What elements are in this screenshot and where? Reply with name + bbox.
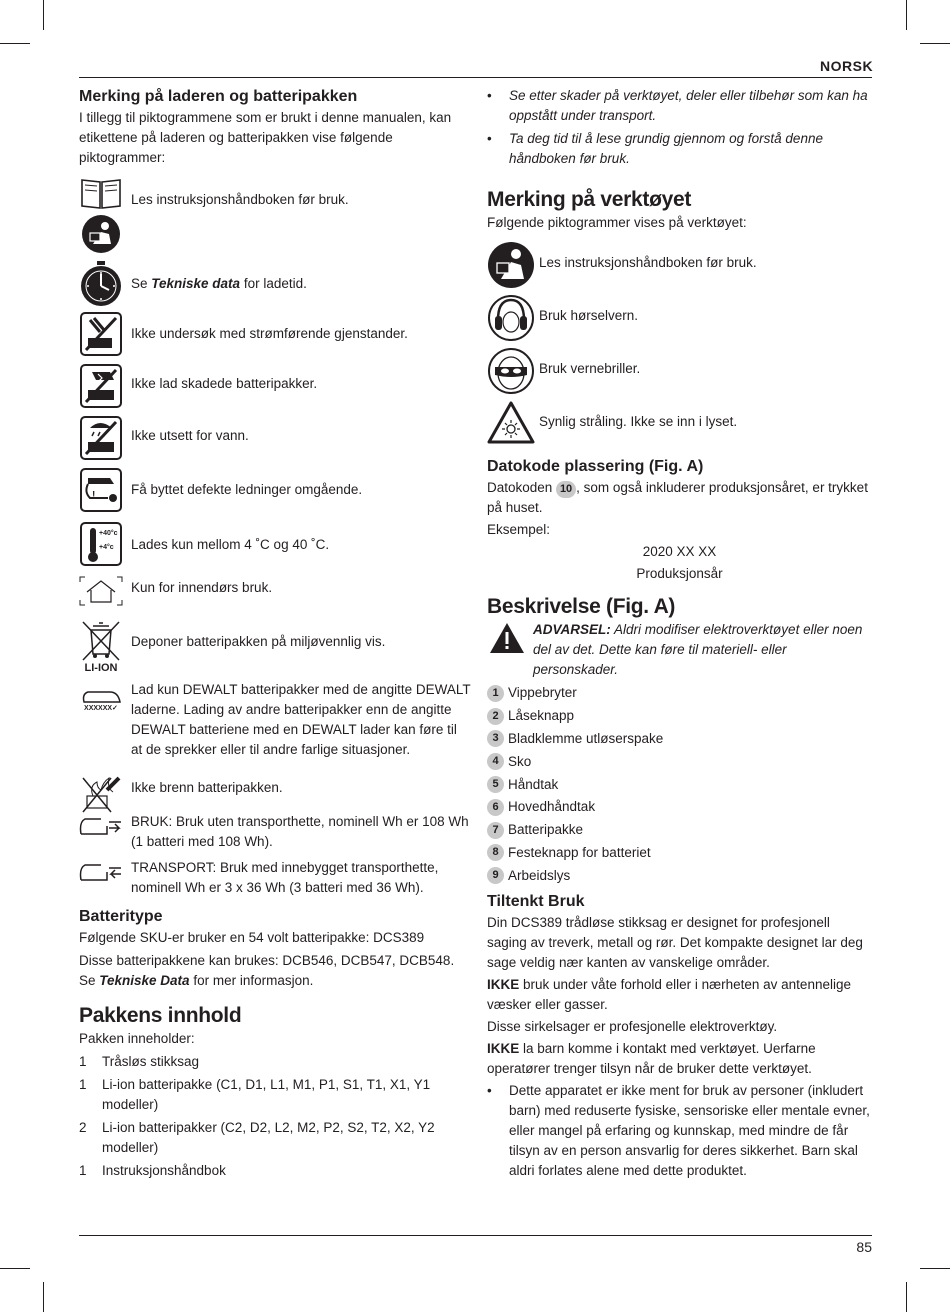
pictogram-text: Lad kun DEWALT batteripakker med de angitte DEWALT laderne. Lading av andre batteripakker enn de angitte DEWALT batteriene med en DEWALT lader kan føre til at de sprekker eller til andre farlige situasjoner.	[131, 682, 471, 757]
pictogram-row	[79, 416, 471, 468]
read-manual-icon	[487, 241, 535, 289]
list-item	[487, 773, 872, 796]
pictogram-text: Ikke brenn batteripakken.	[131, 780, 283, 795]
list-item	[487, 682, 872, 705]
warning-text: Aldri modifiser elektroverktøyet eller noen del av det. Dette kan føre til materiell- eller personskader.	[533, 622, 863, 677]
pictogram-text: Synlig stråling. Ikke se inn i lyset.	[539, 414, 738, 429]
footer-rule	[79, 1235, 872, 1236]
pictogram-row	[79, 812, 471, 858]
no-damaged-battery-icon	[80, 364, 122, 408]
example-code: 2020 XX XX	[642, 544, 717, 559]
item-qty: 1	[79, 1163, 87, 1178]
pictogram-text: Bruk hørselvern.	[539, 308, 639, 323]
pictogram-text-bold: Tekniske data	[151, 276, 241, 291]
bullet-text: Se etter skader på verktøyet, deler eller tilbehør som kan ha oppstått under transport.	[509, 88, 868, 123]
list-item	[487, 750, 872, 773]
part-number: 4	[487, 753, 504, 770]
part-label: Hovedhåndtak	[508, 799, 596, 815]
paragraph: Pakken inneholder:	[79, 1031, 195, 1046]
pictogram-text-pre: Se	[131, 276, 152, 291]
warning-icon	[489, 622, 525, 654]
indoor-house-icon	[79, 576, 123, 606]
paragraph: Din DCS389 trådløse stikksag er designet for profesjonell saging av treverk, metall og rør. Det kompakte designet lar deg sage veldig nær kanten av vanskelige områder.	[487, 915, 863, 971]
pictogram-text: BRUK: Bruk uten transporthette, nominell Wh er 108 Wh (1 batteri med 108 Wh).	[131, 814, 469, 849]
page-number: 85	[856, 1239, 872, 1255]
section-heading: Merking på laderen og batteripakken	[79, 88, 358, 105]
item-qty: 2	[79, 1120, 87, 1135]
pictogram-text: Bruk vernebriller.	[539, 361, 641, 376]
part-label: Festeknapp for batteriet	[508, 844, 651, 860]
use-battery-icon	[79, 816, 123, 836]
part-label: Låseknapp	[508, 708, 575, 724]
pictogram-row	[79, 576, 471, 618]
replace-cord-icon	[80, 468, 122, 512]
item-text: Instruksjonshåndbok	[102, 1163, 226, 1178]
list-item	[487, 705, 872, 728]
paragraph-bold: IKKE	[487, 1041, 520, 1057]
pictogram-text: TRANSPORT: Bruk med innebygget transporthette, nominell Wh er 3 x 36 Wh (3 batteri med 36 Wh).	[131, 860, 439, 895]
bullet-item	[487, 86, 872, 126]
pictogram-text: Ikke undersøk med strømførende gjenstander.	[131, 326, 408, 341]
pictogram-text: Få byttet defekte ledninger omgående.	[131, 482, 363, 497]
transport-battery-icon	[79, 862, 123, 882]
paragraph: Følgende piktogrammer vises på verktøyet:	[487, 215, 747, 230]
pictogram-row	[79, 364, 471, 416]
pictogram-row	[487, 400, 872, 454]
pictogram-text: Les instruksjonshåndboken før bruk.	[131, 192, 349, 207]
intro-text: I tillegg til piktogrammene som er brukt i denne manualen, kan etikettene på laderen og batteripakken vise følgende piktogrammer:	[79, 110, 452, 165]
section-title: Pakkens innhold	[79, 1004, 242, 1027]
section-heading: Datokode plassering (Fig. A)	[487, 458, 704, 475]
paragraph-bold: IKKE	[487, 977, 520, 993]
warning-label: ADVARSEL:	[533, 622, 611, 637]
callout-number: 10	[556, 481, 576, 498]
crop-mark	[43, 1282, 44, 1312]
part-number: 5	[487, 776, 504, 793]
paragraph	[487, 975, 872, 1015]
part-label: Bladklemme utløserspake	[508, 730, 664, 746]
part-number: 8	[487, 844, 504, 861]
pictogram-text: Lades kun mellom 4 ˚C og 40 ˚C.	[131, 537, 330, 552]
part-number: 6	[487, 799, 504, 816]
item-text: Tråsløs stikksag	[102, 1054, 200, 1069]
pictogram-row	[79, 468, 471, 522]
part-label: Arbeidslys	[508, 867, 571, 883]
pictogram-row	[79, 176, 471, 260]
warning-block	[487, 620, 872, 680]
left-column	[79, 86, 471, 1181]
bullet-dot: •	[487, 88, 492, 103]
part-number: 3	[487, 730, 504, 747]
stopwatch-icon	[79, 260, 123, 308]
right-column	[487, 86, 872, 1181]
crop-mark	[920, 1268, 950, 1269]
list-item	[79, 1161, 471, 1181]
language-header: NORSK	[820, 58, 874, 74]
bullet-item	[487, 1081, 872, 1181]
crop-mark	[0, 1268, 30, 1269]
reader-person-icon	[81, 214, 121, 254]
bullet-dot: •	[487, 131, 492, 146]
part-number: 2	[487, 708, 504, 725]
crop-mark	[906, 0, 907, 30]
part-number: 9	[487, 867, 504, 884]
radiation-warning-icon	[487, 400, 535, 444]
crop-mark	[920, 43, 950, 44]
pictogram-row	[487, 241, 872, 294]
bullet-text: Dette apparatet er ikke ment for bruk av personer (inkludert barn) med reduserte fysiske, sensoriske eller mentale evner, eller mangel på erfaring og kunnskap, med mindre de får tilsyn av en person ansvarlig for deres sikkerhet. Barn skal aldri forlates alene med dette produktet.	[509, 1083, 870, 1179]
crop-mark	[0, 43, 30, 44]
pictogram-row	[79, 858, 471, 904]
pictogram-row	[79, 260, 471, 312]
part-label: Batteripakke	[508, 822, 584, 838]
list-item	[79, 1075, 471, 1115]
section-heading: Batteritype	[79, 908, 163, 925]
pictogram-text: Ikke utsett for vann.	[131, 428, 249, 443]
paragraph-text: for mer informasjon.	[189, 973, 314, 988]
item-qty: 1	[79, 1077, 87, 1092]
example-caption: Produksjonsår	[636, 566, 723, 581]
paragraph-text: Datokoden	[487, 480, 557, 495]
temp-label-low: +4°c	[99, 544, 114, 551]
pictogram-row	[79, 312, 471, 364]
ear-protection-icon	[487, 294, 535, 342]
crop-mark	[906, 1282, 907, 1312]
bullet-text: Ta deg tid til å lese grundig gjennom og forstå denne håndboken før bruk.	[509, 131, 823, 166]
recycle-bin-icon	[79, 618, 123, 662]
manual-book-icon	[80, 176, 122, 210]
pictogram-row	[487, 294, 872, 347]
pictogram-text: Les instruksjonshåndboken før bruk.	[539, 255, 757, 270]
pictogram-text: Deponer batteripakken på miljøvennlig vis.	[131, 634, 386, 649]
pictogram-row	[79, 680, 471, 774]
battery-code-caption: XXXXXX✓	[84, 705, 118, 712]
pictogram-row	[79, 618, 471, 680]
pictogram-text: Kun for innendørs bruk.	[131, 580, 273, 595]
paragraph: Eksempel:	[487, 522, 551, 537]
bullet-item	[487, 129, 872, 169]
part-number: 1	[487, 685, 504, 702]
pictogram-row	[79, 774, 471, 812]
battery-pack-icon	[80, 690, 122, 704]
paragraph	[487, 478, 872, 518]
no-burn-icon	[79, 774, 123, 814]
no-probe-icon	[80, 312, 122, 356]
paragraph-text: la barn komme i kontakt med verktøyet. Uerfarne operatører trenger tilsyn når de bruker dette verktøyet.	[487, 1041, 816, 1077]
li-ion-caption: LI-ION	[84, 662, 118, 674]
paragraph-text: bruk under våte forhold eller i nærheten av antennelige væsker eller gasser.	[487, 977, 851, 1013]
part-label: Sko	[508, 753, 532, 769]
no-water-icon	[80, 416, 122, 460]
list-item	[487, 796, 872, 819]
svg-text:!: !	[92, 490, 96, 501]
paragraph-text: , som også inkluderer produksjonsåret, er trykket på huset.	[487, 480, 868, 515]
item-text: Li-ion batteripakke (C1, D1, L1, M1, P1, S1, T1, X1, Y1 modeller)	[102, 1077, 431, 1112]
pictogram-row	[487, 347, 872, 400]
paragraph-text: Disse batteripakkene kan brukes: DCB546, DCB547, DCB548. Se	[79, 953, 455, 988]
item-qty: 1	[79, 1054, 87, 1069]
paragraph: Følgende SKU-er bruker en 54 volt batteripakke: DCS389	[79, 930, 425, 945]
list-item	[79, 1118, 471, 1158]
paragraph	[79, 951, 471, 991]
header-rule	[79, 77, 872, 78]
list-item	[487, 864, 872, 887]
safety-glasses-icon	[487, 347, 535, 395]
crop-mark	[43, 0, 44, 30]
section-title: Beskrivelse (Fig. A)	[487, 595, 676, 618]
bullet-dot: •	[487, 1083, 492, 1099]
list-item	[487, 728, 872, 751]
section-heading: Tiltenkt Bruk	[487, 893, 585, 911]
paragraph	[487, 1039, 872, 1079]
temp-label-high: +40°c	[99, 530, 118, 537]
part-label: Håndtak	[508, 776, 559, 792]
section-title: Merking på verktøyet	[487, 188, 692, 211]
list-item	[487, 842, 872, 865]
part-label: Vippebryter	[508, 685, 577, 701]
list-item	[487, 819, 872, 842]
part-number: 7	[487, 822, 504, 839]
list-item	[79, 1052, 471, 1072]
paragraph-bold: Tekniske Data	[99, 973, 190, 988]
pictogram-text-post: for ladetid.	[240, 276, 307, 291]
paragraph: Disse sirkelsager er profesjonelle elektroverktøy.	[487, 1019, 778, 1035]
pictogram-text: Ikke lad skadede batteripakker.	[131, 376, 318, 391]
thermometer-icon	[80, 522, 122, 566]
item-text: Li-ion batteripakker (C2, D2, L2, M2, P2, S2, T2, X2, Y2 modeller)	[102, 1120, 435, 1155]
pictogram-row	[79, 522, 471, 576]
